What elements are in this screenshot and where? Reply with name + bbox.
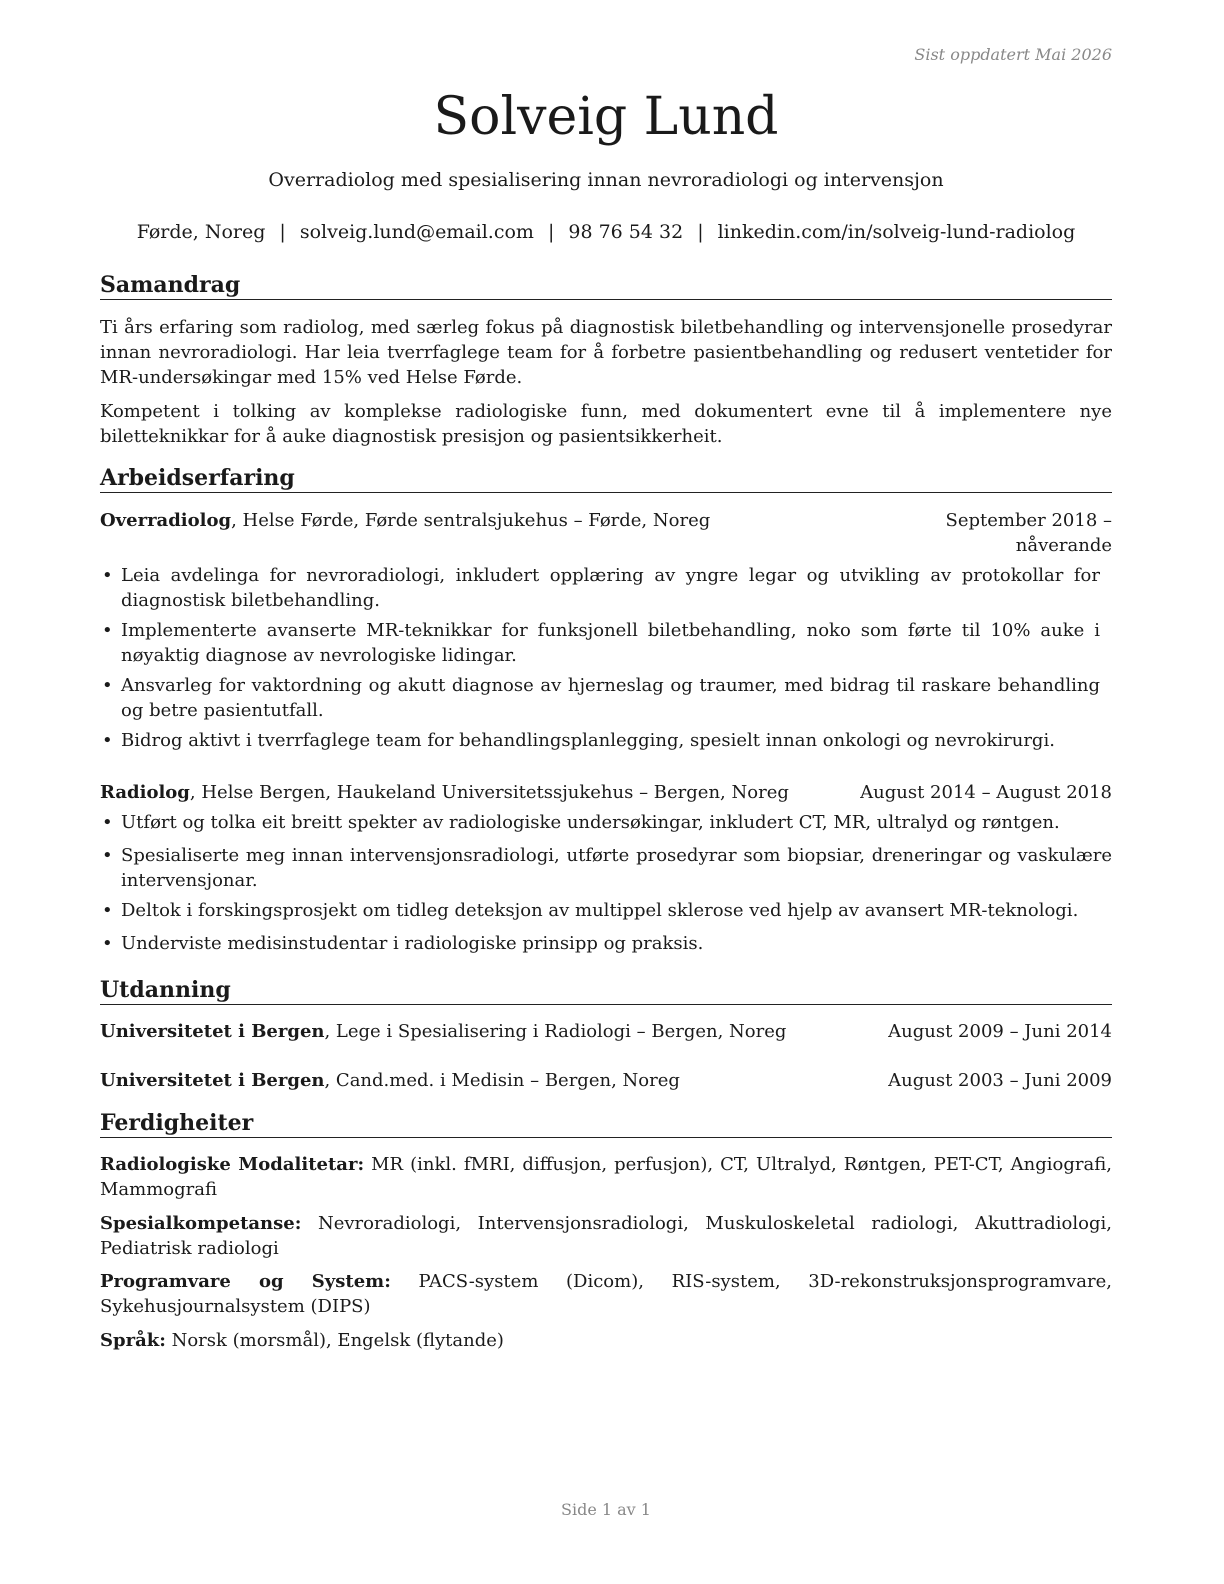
education-detail: , Cand.med. i Medisin – Bergen, Noreg [324,1070,680,1091]
list-item: • Underviste medisinstudentar i radiologiske prinsipp og praksis. [100,931,1112,956]
education-school: Universitetet i Bergen [100,1070,325,1091]
separator: | [697,221,704,243]
skill-row [100,1269,1112,1319]
list-item: • Deltok i forskingsprosjekt om tidleg deteksjon av multippel sklerose ved hjelp av avansert MR-teknologi. [100,898,1112,923]
contact-email[interactable]: solveig.lund@email.com [299,221,534,243]
list-item: • Bidrog aktivt i tverrfaglege team for behandlingsplanlegging, spesielt innan onkologi og nevrokirurgi. [100,728,1100,753]
summary-paragraph-2: Kompetent i tolking av komplekse radiologiske funn, med dokumentert evne til å implementere nye biletteknikkar for å auke diagnostisk presisjon og pasientsikkerheit. [100,401,1112,447]
summary-paragraph-1: Ti års erfaring som radiolog, med særleg fokus på diagnostisk biletbehandling og intervensjonelle prosedyrar innan nevroradiologi. Har leia tverrfaglege team for å forbetre pasientbehandling og redusert ventetider for MR-undersøkingar med 15% ved Helse Førde. [100,317,1112,388]
tagline: Overradiolog med spesialisering innan nevroradiologi og intervensjon [268,169,944,191]
page-number: Side 1 av 1 [561,1500,651,1519]
section-title-summary: Samandrag [100,271,1112,300]
section-title-skills: Ferdigheiter [100,1109,1112,1138]
skill-label: Språk: [100,1330,166,1351]
contact-line [100,219,1112,245]
job-place: , Helse Bergen, Haukeland Universitetssjukehus – Bergen, Noreg [189,782,789,803]
section-title-experience: Arbeidserfaring [100,464,1112,493]
list-item: • Utført og tolka eit breitt spekter av radiologiske undersøkingar, inkludert CT, MR, ultralyd og røntgen. [100,810,1112,835]
job-header [100,508,1112,556]
separator: | [279,221,286,243]
education-school: Universitetet i Bergen [100,1021,325,1042]
skill-value: MR (inkl. fMRI, diffusjon, perfusjon), CT, Ultralyd, Røntgen, PET-CT, Angiografi, Mammografi [100,1154,1112,1200]
section-title-education: Utdanning [100,976,1112,1005]
job-dates: August 2014 – August 2018 [860,782,1112,803]
job-dates: September 2018 – nåverande [945,510,1112,556]
job-header [100,780,1112,805]
list-item: • Spesialiserte meg innan intervensjonsradiologi, utførte prosedyrar som biopsiar, dreneringar og vaskulære intervensjonar. [100,843,1112,893]
last-updated: Sist oppdatert Mai 2026 [914,45,1112,64]
contact-linkedin[interactable]: linkedin.com/in/solveig-lund-radiolog [717,221,1076,243]
skill-value: PACS-system (Dicom), RIS-system, 3D-rekonstruksjonsprogramvare, Sykehusjournalsystem (DIPS) [100,1271,1112,1317]
list-item: • Ansvarleg for vaktordning og akutt diagnose av hjerneslag og traumer, med bidrag til raskare behandling og betre pasientutfall. [100,673,1100,723]
skill-label: Programvare og System: [100,1271,391,1292]
skill-label: Radiologiske Modalitetar: [100,1154,365,1175]
skill-value: Norsk (morsmål), Engelsk (flytande) [165,1330,504,1351]
job-place: , Helse Førde, Førde sentralsjukehus – Førde, Noreg [231,510,711,531]
separator: | [547,221,555,243]
education-dates: August 2003 – Juni 2009 [888,1070,1112,1091]
job-role: Overradiolog [100,510,232,531]
contact-location: Førde, Noreg [136,221,266,243]
job-role: Radiolog [100,782,190,803]
education-dates: August 2009 – Juni 2014 [888,1021,1112,1042]
list-item: • Implementerte avanserte MR-teknikkar for funksjonell biletbehandling, noko som førte til 10% auke i nøyaktig diagnose av nevrologiske lidingar. [100,618,1100,668]
list-item: • Leia avdelinga for nevroradiologi, inkludert opplæring av yngre legar og utvikling av protokollar for diagnostisk biletbehandling. [100,563,1100,613]
skill-label: Spesialkompetanse: [100,1213,302,1234]
contact-phone[interactable]: 98 76 54 32 [568,221,684,243]
education-entry [100,1019,1112,1044]
education-entry [100,1068,1112,1093]
skill-value: Nevroradiologi, Intervensjonsradiologi, Muskuloskeletal radiologi, Akuttradiologi, Pediatrisk radiologi [100,1213,1112,1259]
resume-page [100,0,1112,1584]
skill-row [100,1328,1112,1353]
job-bullets [100,563,1100,753]
candidate-name: Solveig Lund [433,87,779,147]
skill-row [100,1211,1112,1261]
job-bullets [100,810,1112,956]
skill-row [100,1152,1112,1202]
education-detail: , Lege i Spesialisering i Radiologi – Bergen, Noreg [324,1021,787,1042]
